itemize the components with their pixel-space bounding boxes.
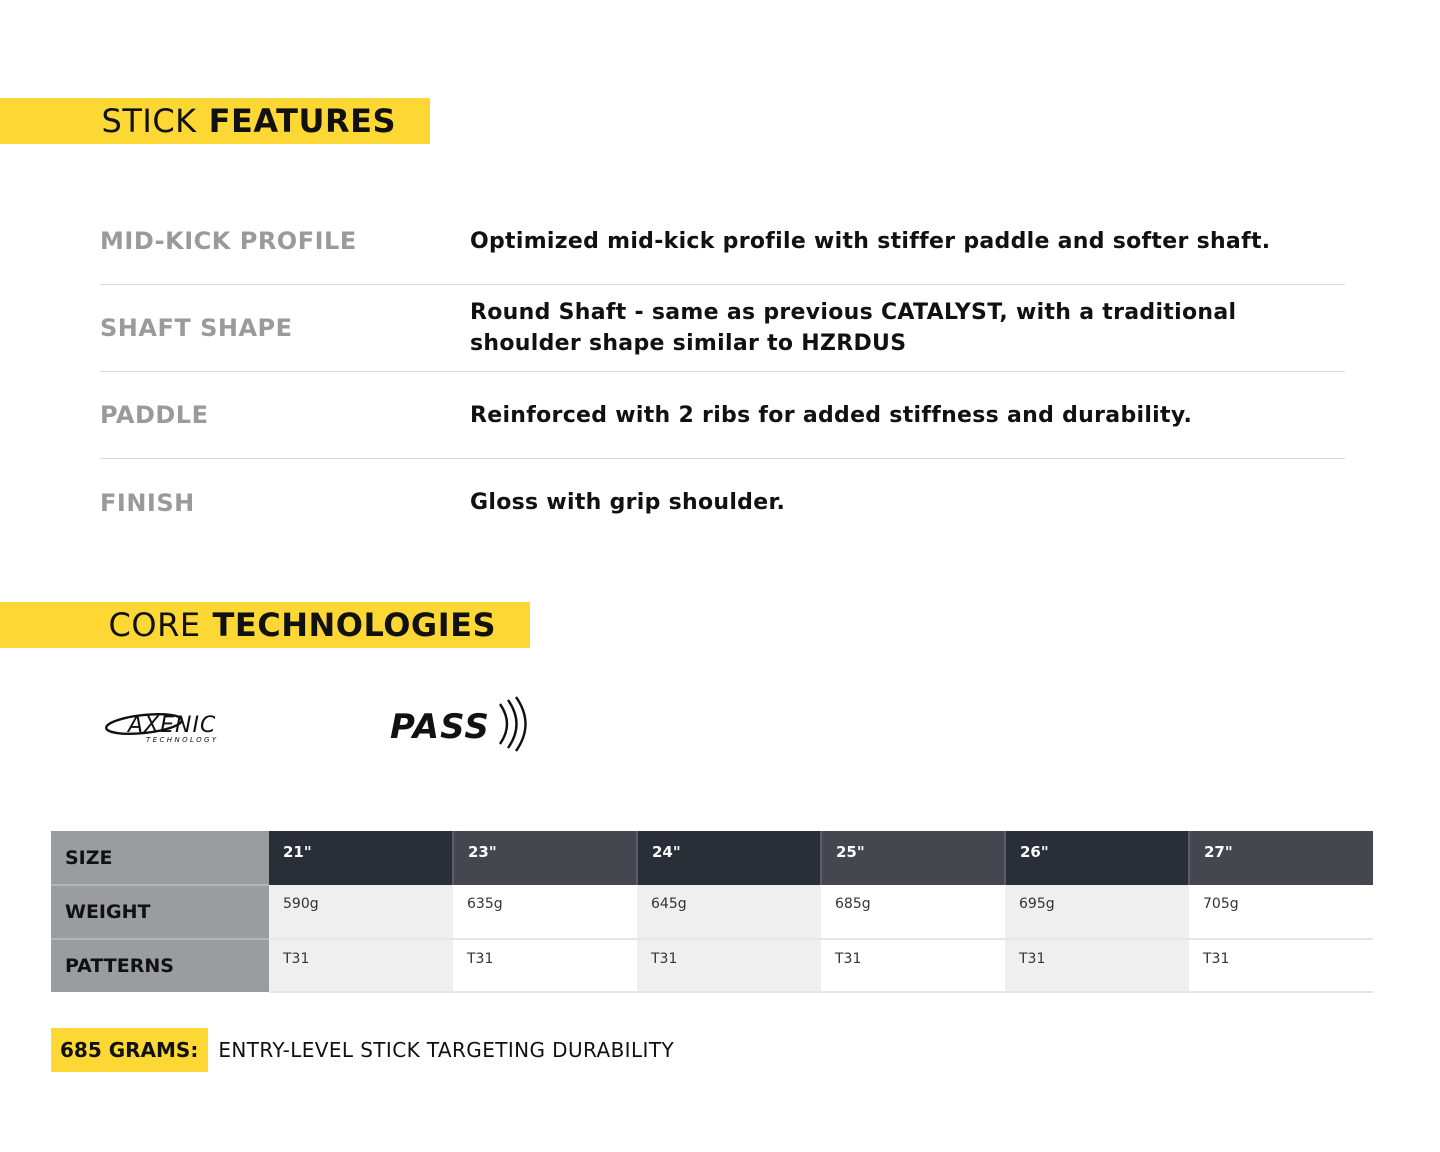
banner-bold-text: FEATURES bbox=[208, 102, 396, 140]
weight-cell: 705g bbox=[1189, 885, 1373, 939]
weight-description: ENTRY-LEVEL STICK TARGETING DURABILITY bbox=[218, 1038, 675, 1062]
row-header-size: SIZE bbox=[51, 831, 269, 885]
weight-cell: 590g bbox=[269, 885, 453, 939]
feature-label: MID-KICK PROFILE bbox=[100, 227, 357, 255]
banner-light-text: STICK bbox=[101, 102, 197, 140]
pattern-cell: T31 bbox=[637, 939, 821, 992]
pattern-cell: T31 bbox=[1189, 939, 1373, 992]
feature-label: PADDLE bbox=[100, 401, 209, 429]
row-header-patterns: PATTERNS bbox=[51, 939, 269, 992]
svg-text:PASS: PASS bbox=[390, 707, 490, 747]
stick-features-banner bbox=[0, 98, 430, 144]
feature-label: FINISH bbox=[100, 488, 195, 517]
axenic-technology-logo bbox=[100, 700, 250, 750]
weight-tag: 685 GRAMS: bbox=[51, 1028, 208, 1072]
feature-label: SHAFT SHAPE bbox=[100, 314, 293, 342]
features-list bbox=[100, 198, 1345, 546]
feature-row-paddle bbox=[100, 372, 1345, 459]
banner-bold-text: TECHNOLOGIES bbox=[212, 606, 496, 644]
banner-light-text: CORE bbox=[108, 606, 201, 644]
table-row-patterns bbox=[51, 939, 1373, 992]
weight-cell: 685g bbox=[821, 885, 1005, 939]
feature-description: Round Shaft - same as previous CATALYST, with a traditional shoulder shape similar to HZRDUS bbox=[470, 300, 1237, 356]
feature-row-finish bbox=[100, 459, 1345, 546]
feature-row-mid-kick bbox=[100, 198, 1345, 285]
table-row-weight bbox=[51, 885, 1373, 939]
feature-description: Optimized mid-kick profile with stiffer paddle and softer shaft. bbox=[470, 228, 1271, 254]
size-cell: 21" bbox=[269, 831, 453, 885]
row-header-weight: WEIGHT bbox=[51, 885, 269, 939]
size-spec-table bbox=[51, 831, 1373, 993]
weight-cell: 645g bbox=[637, 885, 821, 939]
weight-cell: 695g bbox=[1005, 885, 1189, 939]
size-cell: 24" bbox=[637, 831, 821, 885]
feature-row-shaft-shape bbox=[100, 285, 1345, 372]
feature-description: Reinforced with 2 ribs for added stiffness and durability. bbox=[470, 402, 1193, 428]
table-row-size bbox=[51, 831, 1373, 885]
svg-text:TECHNOLOGY: TECHNOLOGY bbox=[146, 736, 219, 744]
size-cell: 27" bbox=[1189, 831, 1373, 885]
pass-logo bbox=[388, 694, 533, 754]
pattern-cell: T31 bbox=[1005, 939, 1189, 992]
size-cell: 26" bbox=[1005, 831, 1189, 885]
weight-cell: 635g bbox=[453, 885, 637, 939]
size-cell: 23" bbox=[453, 831, 637, 885]
weight-footnote bbox=[51, 1028, 674, 1072]
svg-text:AXENIC: AXENIC bbox=[128, 713, 217, 738]
core-technologies-banner bbox=[0, 602, 530, 648]
feature-description: Gloss with grip shoulder. bbox=[470, 490, 786, 515]
pattern-cell: T31 bbox=[269, 939, 453, 992]
size-cell: 25" bbox=[821, 831, 1005, 885]
pattern-cell: T31 bbox=[821, 939, 1005, 992]
pattern-cell: T31 bbox=[453, 939, 637, 992]
